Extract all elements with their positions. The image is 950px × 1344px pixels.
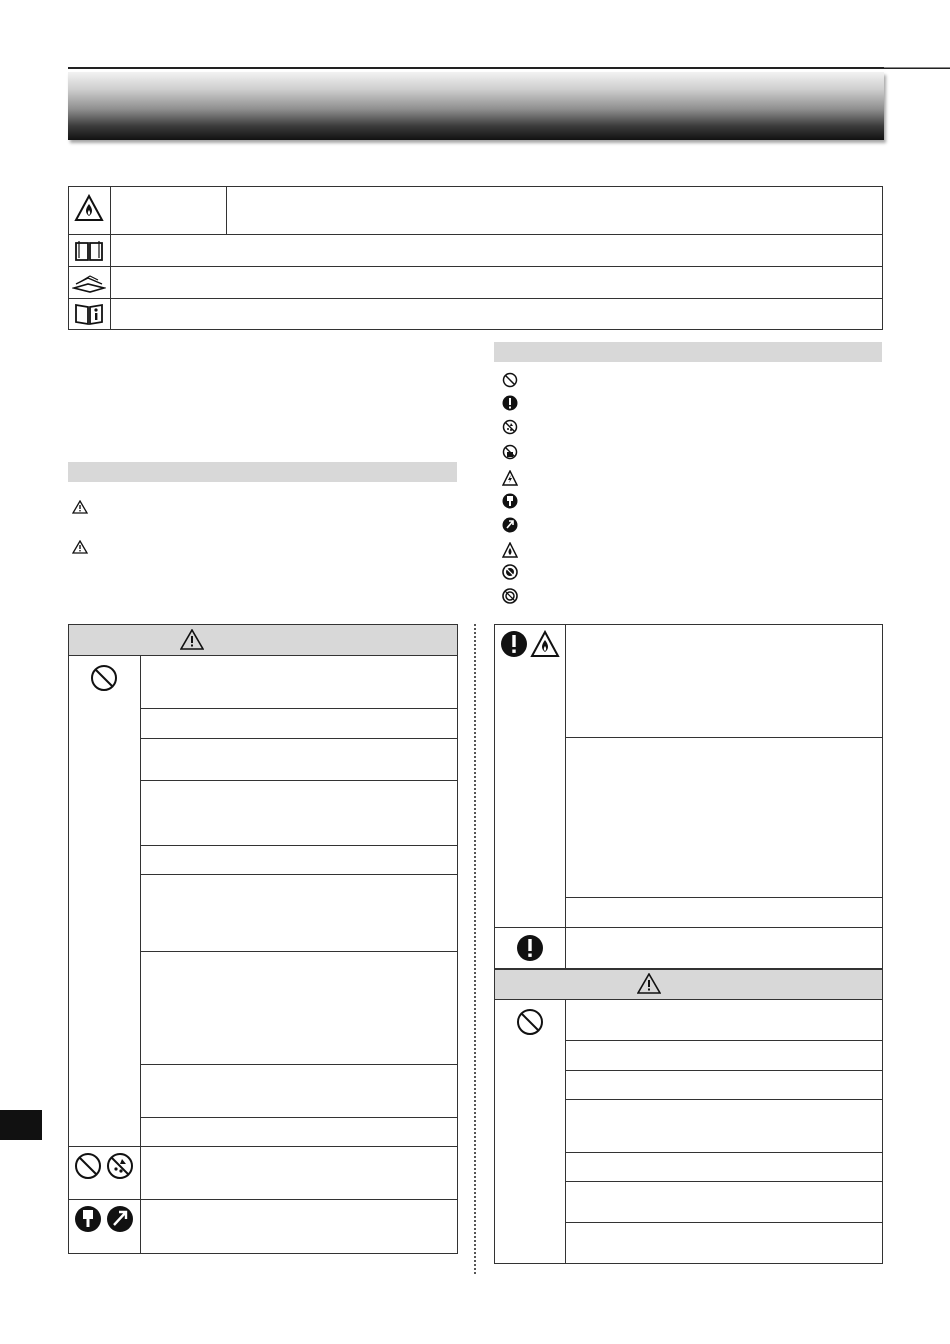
warning-table-continued [494, 624, 883, 969]
icon-column-divider [140, 655, 141, 1254]
section-tab [0, 1110, 42, 1140]
flame-warning-icon [530, 630, 560, 658]
open-book-icon [72, 272, 106, 294]
no-water-icon [106, 1152, 134, 1180]
row-divider [565, 1181, 883, 1182]
row-divider [140, 708, 458, 709]
page-title-banner [68, 72, 884, 140]
row-divider [494, 927, 883, 928]
electric-shock-warning-icon [502, 470, 518, 486]
row-divider [565, 897, 883, 898]
manual-book-icon [74, 240, 104, 262]
row-divider [68, 1199, 458, 1200]
unplug-icon [74, 1205, 102, 1233]
legend-row-divider [68, 298, 883, 299]
info-manual-icon [74, 302, 104, 326]
legend-row-divider [68, 266, 883, 267]
row-divider [494, 999, 883, 1000]
symbol-list-header [494, 342, 882, 362]
row-divider [565, 1070, 883, 1071]
mandatory-icon [500, 630, 528, 658]
row-divider [565, 1040, 883, 1041]
caution-table-header [495, 970, 882, 999]
legend-row-divider [68, 234, 883, 235]
prohibited-icon [502, 372, 518, 388]
warning-levels-header [68, 462, 457, 482]
top-rule-extension [884, 67, 950, 68]
icon-column-divider [565, 999, 566, 1264]
warning-table-header [69, 625, 457, 655]
warning-triangle-icon [180, 629, 204, 650]
legend-label-divider [226, 186, 227, 234]
no-water-icon [502, 419, 518, 435]
symbol-legend-table [68, 186, 883, 330]
warning-triangle-icon [72, 500, 88, 514]
top-rule [68, 67, 950, 69]
no-wet-hands-icon [502, 444, 518, 460]
unplug-icon [502, 493, 518, 509]
row-divider [565, 1222, 883, 1223]
row-divider [140, 1064, 458, 1065]
row-divider [140, 874, 458, 875]
row-divider [140, 738, 458, 739]
caution-table [494, 969, 883, 1264]
prohibited-icon [90, 664, 118, 692]
no-touch-icon [502, 564, 518, 580]
row-divider [140, 1117, 458, 1118]
caution-triangle-icon [637, 973, 661, 994]
row-divider [565, 1152, 883, 1153]
grounding-icon [106, 1205, 134, 1233]
legend-icon-column-divider [110, 186, 111, 330]
row-divider [68, 1146, 458, 1147]
mandatory-icon [502, 395, 518, 411]
flame-warning-icon [502, 542, 518, 558]
row-divider [565, 1099, 883, 1100]
no-disassemble-icon [502, 588, 518, 604]
prohibited-icon [516, 1008, 544, 1036]
caution-triangle-icon [72, 540, 88, 554]
row-divider [140, 845, 458, 846]
flame-warning-icon [74, 194, 104, 222]
row-divider [140, 951, 458, 952]
icon-column-divider [565, 624, 566, 969]
row-divider [68, 655, 458, 656]
row-divider [565, 737, 883, 738]
grounding-icon [502, 517, 518, 533]
mandatory-icon [516, 934, 544, 962]
row-divider [140, 780, 458, 781]
prohibited-icon [74, 1152, 102, 1180]
column-separator [474, 624, 476, 1274]
